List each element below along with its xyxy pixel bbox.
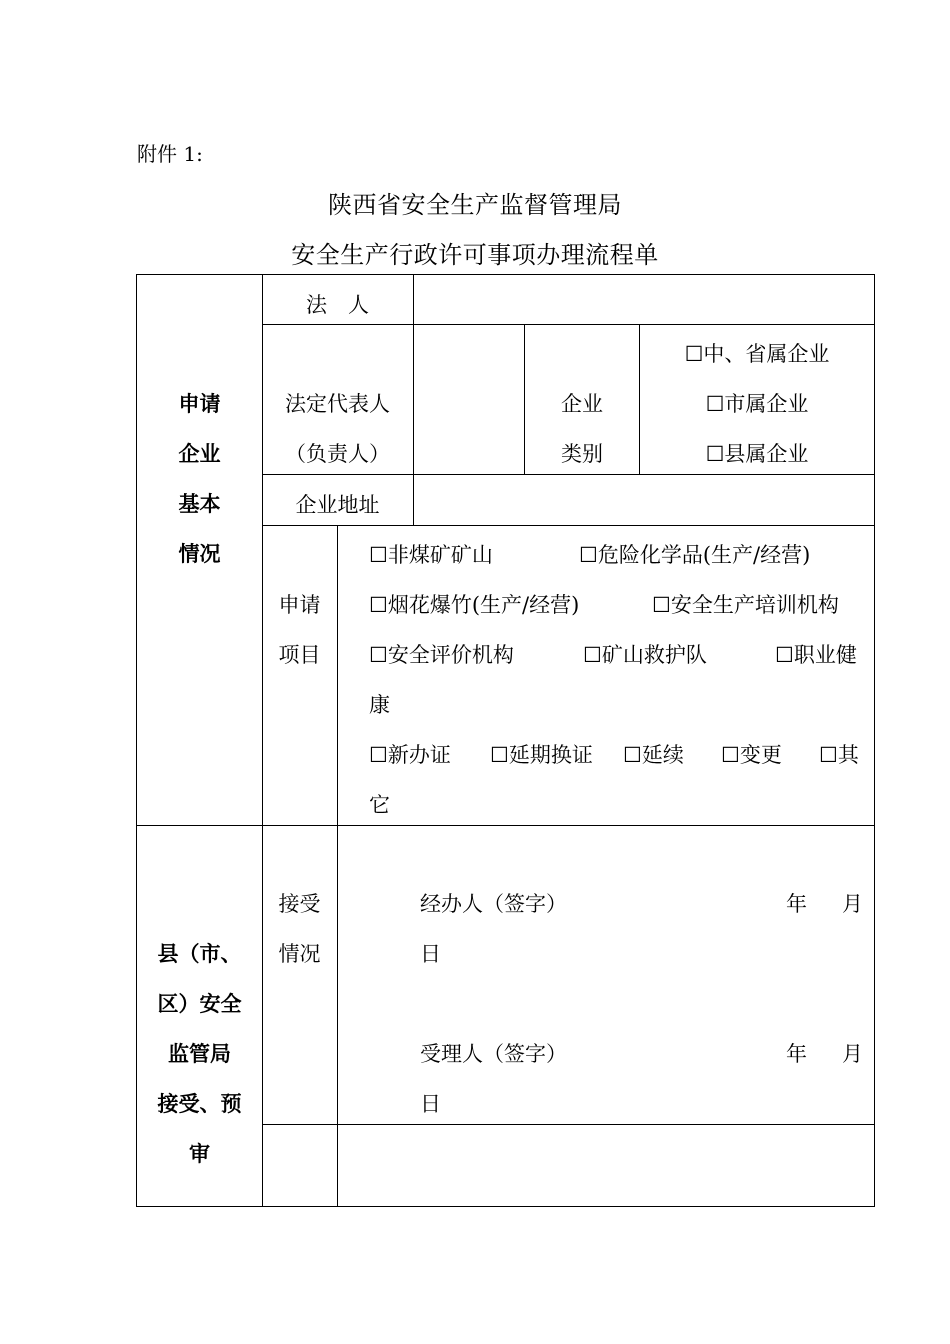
table-border-bottom [136, 1206, 875, 1207]
document-title-line1: 陕西省安全生产监督管理局 [328, 191, 622, 219]
project-option-non-coal-mine[interactable]: ☐非煤矿矿山 [369, 543, 493, 567]
category-option-county[interactable]: ☐县属企业 [705, 442, 809, 466]
project-option-fireworks[interactable]: ☐烟花爆竹(生产/经营) [369, 593, 580, 617]
section1-label-line: 情况 [178, 542, 221, 566]
legal-rep-field[interactable] [414, 325, 524, 474]
project-option-occupational-health-cont: 康 [369, 693, 390, 717]
legal-rep-label-line1: 法定代表人 [285, 392, 390, 416]
project-option-change[interactable]: ☐变更 [721, 743, 782, 767]
section2-label-line: 监管局 [168, 1042, 231, 1066]
acceptance-label-line1: 接受 [278, 892, 321, 916]
project-option-continuation[interactable]: ☐延续 [623, 743, 684, 767]
project-option-evaluation-institution[interactable]: ☐安全评价机构 [369, 643, 514, 667]
receiver-month-label: 月 [842, 1042, 863, 1066]
project-option-other[interactable]: ☐其 [819, 743, 859, 767]
address-label: 企业地址 [295, 493, 380, 517]
project-option-new-license[interactable]: ☐新办证 [369, 743, 451, 767]
blank-cell-right[interactable] [338, 1125, 874, 1206]
section1-label-line: 申请 [178, 392, 221, 416]
address-field[interactable] [414, 475, 874, 525]
project-option-renewal-exchange[interactable]: ☐延期换证 [490, 743, 593, 767]
project-option-occupational-health[interactable]: ☐职业健 [775, 643, 857, 667]
project-option-hazardous-chemicals[interactable]: ☐危险化学品(生产/经营) [579, 543, 811, 567]
receiver-signature-label: 受理人（签字） [420, 1042, 567, 1066]
section2-label-line: 审 [189, 1142, 210, 1166]
receiver-day-label: 日 [420, 1092, 441, 1116]
project-option-other-cont: 它 [369, 793, 390, 817]
handler-day-label: 日 [420, 942, 441, 966]
table-rule [337, 525, 338, 1207]
section1-label-line: 基本 [178, 492, 221, 516]
table-border-right [874, 274, 875, 1207]
section2-label-line: 接受、预 [157, 1092, 242, 1116]
legal-person-field[interactable] [414, 275, 874, 324]
project-label-line1: 申请 [278, 593, 321, 617]
attachment-label: 附件 1: [137, 142, 203, 166]
blank-cell-left [263, 1125, 337, 1206]
section2-label-line: 县（市、 [157, 942, 242, 966]
category-label-line1: 企业 [561, 392, 603, 416]
section2-label-line: 区）安全 [157, 992, 242, 1016]
receiver-year-label: 年 [786, 1042, 807, 1066]
handler-signature-label: 经办人（签字） [420, 892, 567, 916]
acceptance-label-line2: 情况 [278, 942, 321, 966]
table-rule [136, 825, 875, 826]
table-rule [262, 324, 875, 325]
project-option-mine-rescue[interactable]: ☐矿山救护队 [583, 643, 707, 667]
handler-month-label: 月 [842, 892, 863, 916]
project-option-training-institution[interactable]: ☐安全生产培训机构 [652, 593, 839, 617]
table-rule [262, 525, 875, 526]
document-title-line2: 安全生产行政许可事项办理流程单 [291, 241, 659, 269]
section1-label-line: 企业 [178, 442, 221, 466]
legal-person-label: 法 人 [306, 293, 369, 317]
category-label-line2: 类别 [561, 442, 603, 466]
legal-rep-label-line2: （负责人） [285, 442, 390, 466]
category-option-municipal[interactable]: ☐市属企业 [705, 392, 809, 416]
project-label-line2: 项目 [278, 643, 321, 667]
handler-year-label: 年 [786, 892, 807, 916]
category-option-provincial[interactable]: ☐中、省属企业 [684, 342, 830, 366]
